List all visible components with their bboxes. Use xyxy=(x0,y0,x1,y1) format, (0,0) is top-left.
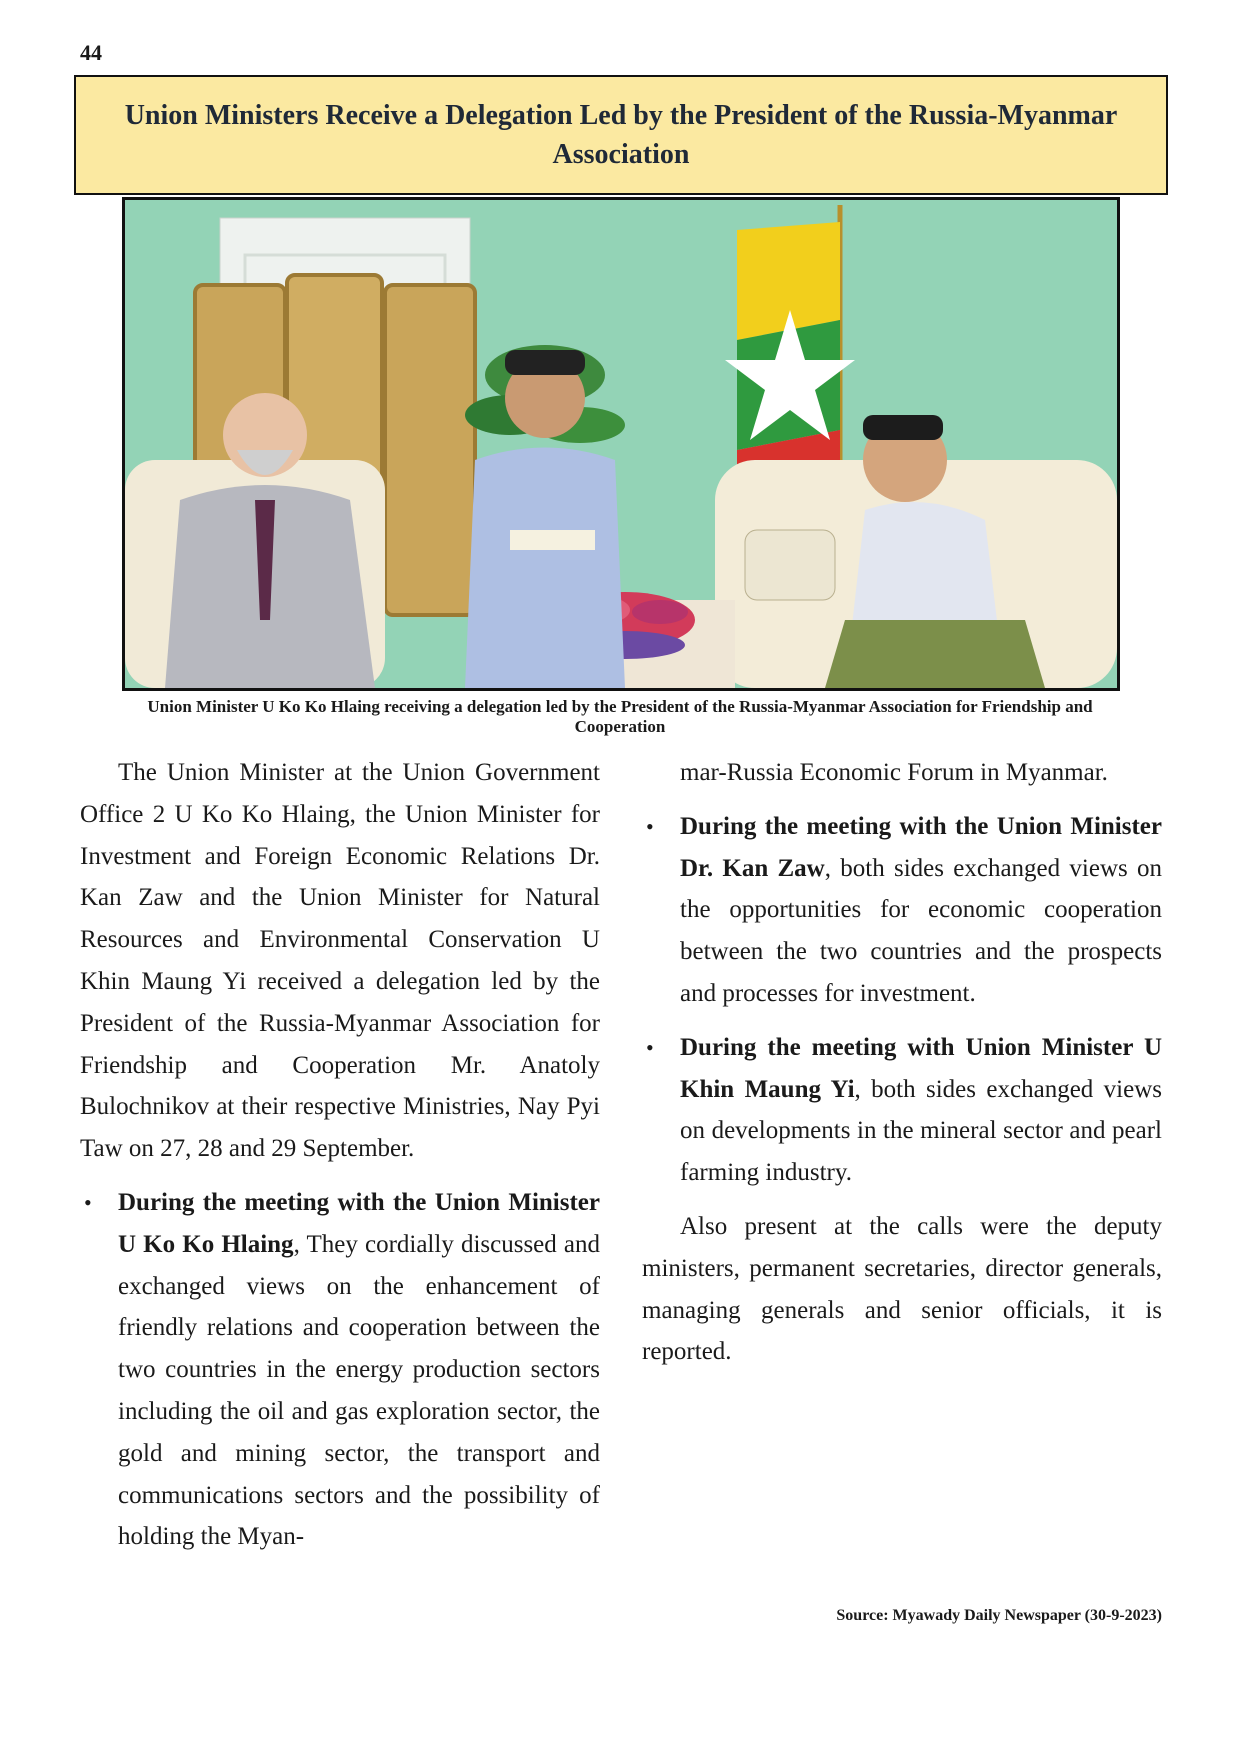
bullet-item xyxy=(80,1182,600,1558)
bullet-text: , both sides exchanged views on the opportunities for economic cooperation between the two countries and the prospects and processes for investment. xyxy=(680,854,1163,1007)
meeting-photo-illustration xyxy=(125,200,1117,688)
bullet-continuation: mar-Russia Economic Forum in Myanmar. xyxy=(680,759,1108,786)
bullet-icon: • xyxy=(646,813,654,839)
right-column xyxy=(642,752,1162,1373)
bullet-item xyxy=(642,1027,1162,1194)
source-credit: Source: Myawady Daily Newspaper (30-9-2023) xyxy=(836,1607,1162,1624)
intro-paragraph: The Union Minister at the Union Government Office 2 U Ko Ko Hlaing, the Union Minister for Investment and Foreign Economic Relations Dr. Kan Zaw and the Union Minister for Natural Resources and Environmental Conservation U Khin Maung Yi received a delegation led by the President of the Russia-Myanmar Association for Friendship and Cooperation Mr. Anatoly Bulochnikov at their respective Ministries, Nay Pyi Taw on 27, 28 and 29 September. xyxy=(80,759,600,1163)
bullet-icon: • xyxy=(84,1189,92,1215)
left-column xyxy=(80,752,600,1570)
page-number: 44 xyxy=(80,40,102,65)
article-title: Union Ministers Receive a Delegation Led by the President of the Russia-Myanmar Association xyxy=(124,100,1118,170)
closing-paragraph: Also present at the calls were the deputy ministers, permanent secretaries, director generals, managing generals and senior officials, it is reported. xyxy=(642,1212,1162,1366)
bullet-text: , both sides exchanged views on developments in the mineral sector and pearl farming industry. xyxy=(680,1075,1162,1187)
article-photo xyxy=(122,197,1120,691)
bullet-item xyxy=(642,806,1162,1015)
bullet-lead: During the meeting with the Union Minister Dr. Kan Zaw xyxy=(680,812,1162,882)
title-banner xyxy=(74,75,1168,195)
photo-caption: Union Minister U Ko Ko Hlaing receiving a delegation led by the President of the Russia-Myanmar Association for Friendship and Cooperation xyxy=(147,697,1093,736)
bullet-list-left xyxy=(80,1182,600,1558)
bullet-lead: During the meeting with Union Minister U Khin Maung Yi xyxy=(680,1033,1162,1103)
bullet-list-right xyxy=(642,806,1162,1194)
bullet-icon: • xyxy=(646,1034,654,1060)
bullet-text: , They cordially discussed and exchanged views on the enhancement of friendly relations and cooperation between the two countries in the energy production sectors including the oil and gas exploration sector, the gold and mining sector, the transport and communications sectors and the possibility of holding the Myan- xyxy=(118,1230,600,1551)
bullet-lead: During the meeting with the Union Minister U Ko Ko Hlaing xyxy=(118,1188,600,1258)
